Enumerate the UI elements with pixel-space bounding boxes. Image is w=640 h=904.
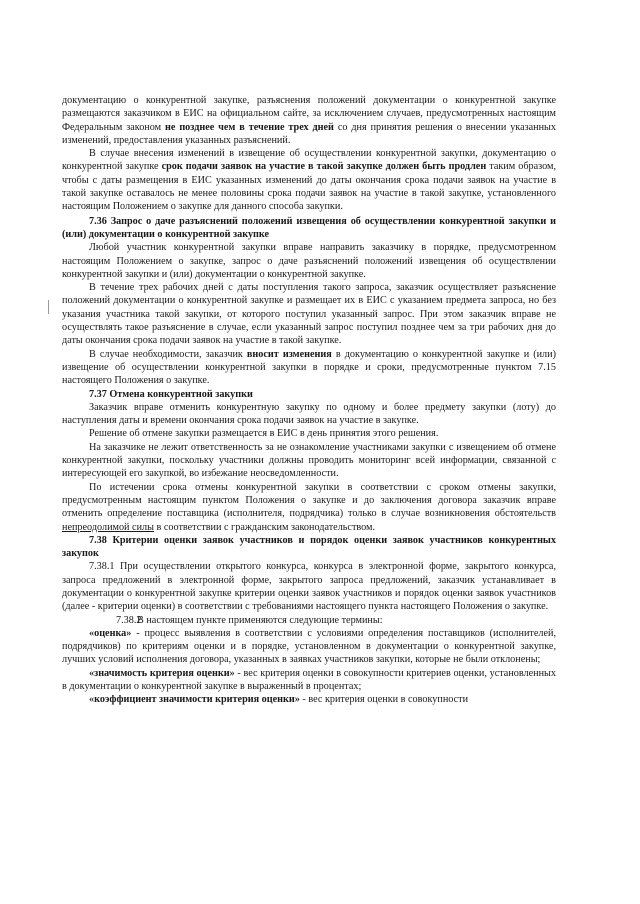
text-run: В случае внесения изменений в извещение об осуществлении конкурентной закупки, документацию о конкурентной закупке — [62, 148, 556, 173]
paragraph: На заказчике не лежит ответственность за не ознакомление участниками закупки с извещением об отмене конкурентной закупки, поскольку участники должны проводить мониторинг всей информации, связанной с интересующей его закупкой, во избежание неосведомленности. — [62, 441, 556, 480]
text-column — [62, 94, 556, 707]
text-run: со дня принятия решения о внесении указанных изменений, предоставления указанных разъяснений. — [62, 121, 556, 146]
paragraph-7-38-2 — [62, 614, 556, 627]
paragraph: 7.38.1 При осуществлении открытого конкурса, конкурса в электронной форме, закрытого конкурса, запроса предложений в электронной форме, закрытого запроса предложений, заказчик устанавливает в документации о конкурентной закупке критерии оценки заявок участников и порядок оценки заявок участников (далее - критерии оценки) в соответствии с требованиями настоящего пункта настоящего Положения о закупке. — [62, 561, 556, 613]
text-run: - вес критерия оценки в совокупности критериев оценки, установленных в документации о конкурентной закупке в выраженный в процентах; — [62, 667, 556, 693]
text-run: таким образом, чтобы с даты размещения в ЕИС указанных изменений до даты окончания срока подачи заявок на участие в такой закупке оставалось не менее половины срока подачи заявок на участие в такой закупке, установленного настоящим Положением о закупке для данного способа закупки. — [62, 161, 556, 213]
section-heading-7-38: 7.38 Критерии оценки заявок участников и порядок оценки заявок участников конкурентных закупок — [62, 534, 556, 560]
text-run: - вес критерия оценки в совокупности — [299, 694, 469, 706]
text-run: документацию о конкурентной закупке, разъяснения положений документации о конкурентной закупке размещаются заказчиком в ЕИС на официальном сайте, за исключением случаев, предусмотренных настоящим Федеральным законом — [62, 95, 556, 133]
paragraph: В течение трех рабочих дней с даты поступления такого запроса, заказчик осуществляет разъяснение положений документации о конкурентной закупке и размещает их в ЕИС с указанием предмета запроса, но без указания участника такой закупки, от которого поступил указанный запрос. При этом заказчик вправе не осуществлять такое разъяснение в случае, если указанный запрос поступил позднее чем за три рабочих дня до даты окончания срока подачи заявок на участие в такой закупке. — [62, 282, 556, 347]
clause-text: В настоящем пункте применяются следующие термины: — [137, 614, 383, 626]
bold-text: не позднее чем в течение трех дней — [165, 121, 334, 133]
section-heading-7-37: 7.37 Отмена конкурентной закупки — [89, 388, 253, 400]
paragraph — [62, 147, 556, 213]
definition-paragraph — [62, 693, 556, 706]
definition-paragraph — [62, 667, 556, 694]
text-run: По истечении срока отмены конкурентной закупки в соответствии с сроком отмены закупки, предусмотренным настоящим пунктом Положения о закупке и до заключения договора заказчик вправе отменить определение поставщика (исполнителя, подрядчика) только в случае возникновения обстоятельств — [62, 481, 556, 520]
text-run: В случае необходимости, заказчик — [89, 348, 247, 360]
paragraph: Решение об отмене закупки размещается в ЕИС в день принятия этого решения. — [89, 428, 439, 440]
text-run: - процесс выявления в соответствии с условиями определения поставщиков (исполнителей, подрядчиков) по критериям оценки и в порядке, установленном в документации о конкурентной закупке, лучших условий исполнения договора, указанных в заявках участников закупки, которые не были отклонены; — [62, 627, 556, 666]
bold-text: «значимость критерия оценки» — [89, 667, 235, 679]
definition-paragraph — [62, 627, 556, 667]
paragraph — [62, 481, 556, 534]
paragraph — [62, 94, 556, 147]
bold-text: «коэффициент значимости критерия оценки» — [89, 694, 300, 706]
paragraph: Заказчик вправе отменить конкурентную закупку по одному и более предмету закупки (лоту) до наступления даты и времени окончания срока подачи заявок на участие в закупке. — [62, 401, 556, 427]
bold-text: «оценка» — [89, 627, 132, 639]
text-run: в документацию о конкурентной закупке и (или) извещение об осуществлении конкурентной закупки в порядке и сроки, предусмотренные пунктом 7.15 настоящего Положения о закупке. — [62, 348, 556, 387]
clause-number: 7.38.2 — [116, 614, 142, 626]
underlined-text: непреодолимой силы — [62, 521, 154, 533]
bold-text: срок подачи заявок на участие в такой закупке должен быть продлен — [161, 161, 487, 173]
paragraph — [62, 348, 556, 388]
section-heading-7-36: 7.36 Запрос о даче разъяснений положений извещения об осуществлении конкурентной закупки и (или) документации о конкурентной закупке — [62, 215, 556, 240]
paragraph: Любой участник конкурентной закупки вправе направить заказчику в порядке, предусмотренном настоящим Положением о закупке, запрос о даче разъяснений положений извещения об осуществлении конкурентной закупки и (или) документации о конкурентной закупке. — [62, 242, 556, 280]
text-run: в соответствии с гражданским законодательством. — [153, 521, 376, 533]
margin-mark — [48, 300, 49, 314]
bold-text: вносит изменения — [246, 348, 332, 360]
